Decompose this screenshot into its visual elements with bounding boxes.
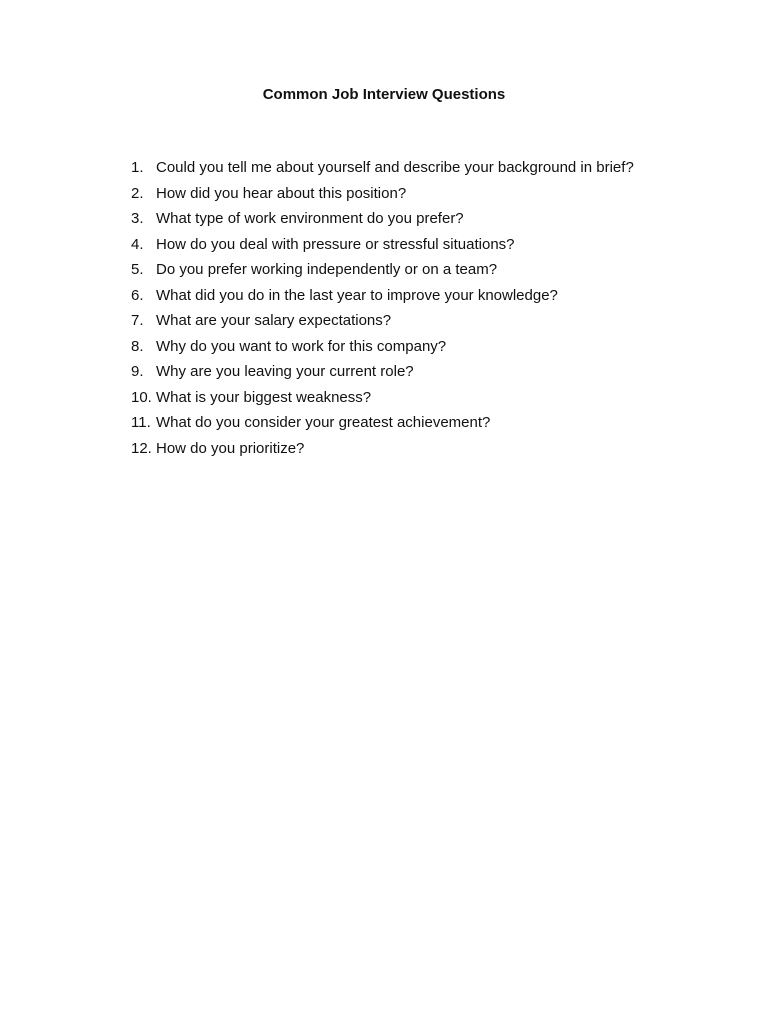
list-item-text: Why do you want to work for this company? — [156, 337, 447, 355]
list-item — [131, 337, 731, 363]
list-item-text: What is your biggest weakness? — [156, 388, 372, 406]
list-item-text: How do you deal with pressure or stressful situations? — [156, 235, 515, 253]
list-item — [131, 413, 731, 439]
list-item — [131, 235, 731, 261]
list-item — [131, 286, 731, 312]
list-item — [131, 439, 731, 465]
list-item-number: 11. — [131, 414, 151, 431]
list-item — [131, 209, 731, 235]
list-item-text: Do you prefer working independently or on a team? — [156, 261, 498, 278]
list-item-number: 9. — [131, 363, 144, 380]
list-item-text: How do you prioritize? — [156, 439, 305, 457]
list-item-number: 8. — [131, 337, 144, 355]
list-item-number: 1. — [131, 159, 144, 176]
list-item-text: What did you do in the last year to improve your knowledge? — [156, 286, 558, 304]
list-item — [131, 388, 731, 414]
list-item-number: 2. — [131, 184, 144, 202]
list-item — [131, 158, 731, 184]
list-item-number: 4. — [131, 235, 144, 253]
question-list — [131, 158, 731, 464]
list-item-text: Could you tell me about yourself and describe your background in brief? — [156, 159, 634, 176]
list-item-text: What are your salary expectations? — [156, 312, 392, 329]
list-item-number: 7. — [131, 312, 144, 329]
list-item-number: 6. — [131, 286, 144, 304]
list-item-number: 12. — [131, 439, 152, 457]
list-item — [131, 311, 731, 337]
list-item-number: 5. — [131, 261, 144, 278]
list-item — [131, 260, 731, 286]
list-item — [131, 362, 731, 388]
list-item-text: How did you hear about this position? — [156, 184, 407, 202]
list-item-number: 3. — [131, 210, 144, 227]
list-item-text: What do you consider your greatest achievement? — [156, 414, 491, 431]
page-title: Common Job Interview Questions — [262, 86, 506, 103]
list-item-text: What type of work environment do you prefer? — [156, 210, 464, 227]
list-item-number: 10. — [131, 388, 152, 406]
list-item-text: Why are you leaving your current role? — [156, 363, 414, 380]
list-item — [131, 184, 731, 210]
